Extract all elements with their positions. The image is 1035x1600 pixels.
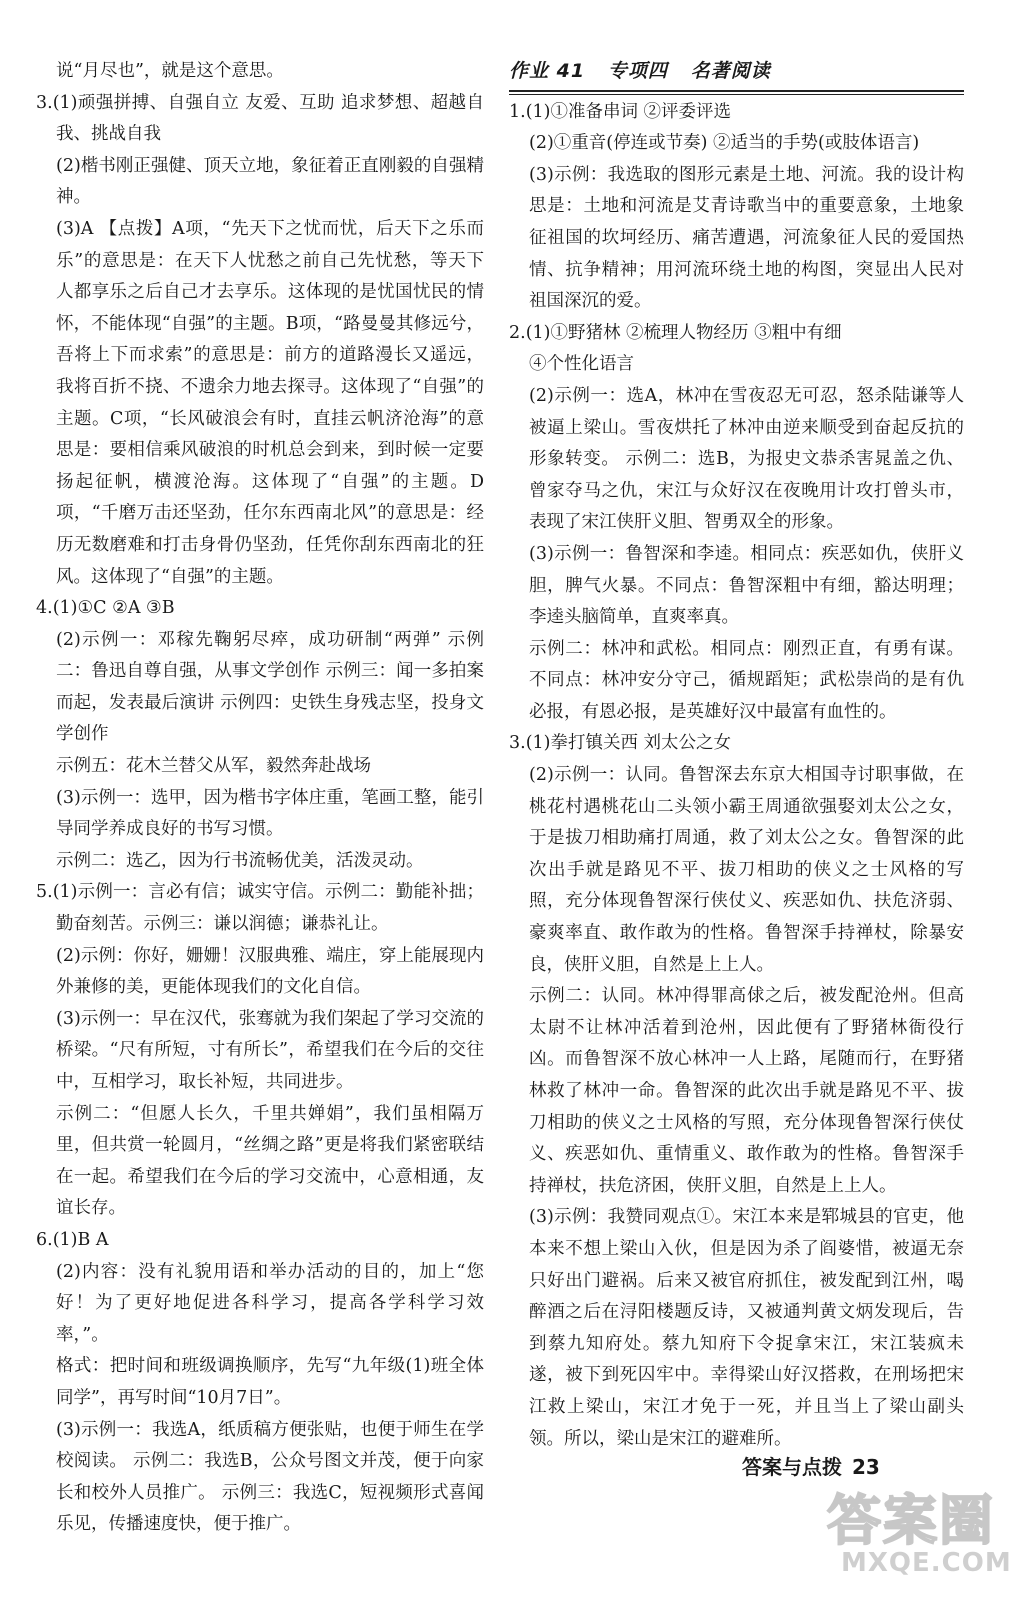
right-column [509,56,964,1455]
answer-paragraph: (2)楷书刚正强健、顶天立地，象征着正直刚毅的自强精神。 [56,155,484,208]
left-column [36,56,484,1541]
answer-paragraph: 5.(1)示例一：言必有信；诚实守信。示例二：勤能补拙；勤奋刻苦。示例三：谦以润德；谦恭礼让。 [36,882,484,935]
watermark-sub-text: MXQE.COM [841,1548,1012,1578]
answer-paragraph: 3.(1)拳打镇关西 刘太公之女 [509,733,732,754]
answer-paragraph: (2)①重音(停连或节奏) ②适当的手势(或肢体语言) [529,133,920,154]
answer-paragraph: ④个性化语言 [529,354,634,375]
answer-paragraph: (2)内容：没有礼貌用语和举办活动的目的，加上“您好！为了更好地促进各科学习，提高各学科学习效率，”。 [56,1261,484,1345]
footer-label: 答案与点拨 [742,1455,842,1479]
page-number: 23 [852,1455,880,1479]
answer-paragraph: 3.(1)顽强拼搏、自强自立 友爱、互助 追求梦想、超越自我、挑战自我 [36,92,484,145]
answer-paragraph: 2.(1)①野猪林 ②梳理人物经历 ③粗中有细 [509,322,842,343]
answer-paragraph: (3)示例一：选甲，因为楷书字体庄重，笔画工整，能引导同学养成良好的书写习惯。 [56,787,484,840]
answer-paragraph: (2)示例一：选A，林冲在雪夜忍无可忍，怒杀陆谦等人被逼上梁山。雪夜烘托了林冲由逆来顺受到奋起反抗的形象转变。 示例二：选B，为报史文恭杀害晁盖之仇、曾家夺马之仇，宋江与众好汉在夜晚用计攻打曾头市，表现了宋江侠肝义胆、智勇双全的形象。 [529,385,964,533]
answer-paragraph: (3)示例一：我选A，纸质稿方便张贴，也便于师生在学校阅读。 示例二：我选B，公众号图文并茂，便于向家长和校外人员推广。 示例三：我选C，短视频形式喜闻乐见，传播速度快，便于推广。 [56,1419,484,1535]
answer-paragraph: 示例二：选乙，因为行书流畅优美，活泼灵动。 [56,850,424,871]
answer-paragraph: 6.(1)B A [36,1229,109,1250]
answer-paragraph: 示例二：“但愿人长久，千里共婵娟”，我们虽相隔万里，但共赏一轮圆月，“丝绸之路”更是将我们紧密联结在一起。希望我们在今后的学习交流中，心意相通，友谊长存。 [56,1103,484,1219]
watermark-main-text: 答案圈 [827,1489,995,1552]
answer-paragraph: 1.(1)①准备串词 ②评委评选 [509,101,732,122]
answer-paragraph: (2)示例：你好，姗姗！汉服典雅、端庄，穿上能展现内外兼修的美，更能体现我们的文化自信。 [56,945,484,998]
right-column-body [509,97,964,1456]
section-title-rule [509,90,964,95]
answer-paragraph: 4.(1)①C ②A ③B [36,598,175,619]
answer-paragraph: 示例五：花木兰替父从军，毅然奔赴战场 [56,756,371,777]
answer-paragraph: (3)示例一：鲁智深和李逵。相同点：疾恶如仇，侠肝义胆，脾气火暴。不同点：鲁智深粗中有细，豁达明理；李逵头脑简单，直爽率真。 [529,543,964,628]
answer-paragraph: (3)示例：我赞同观点①。宋江本来是郓城县的官吏，他本来不想上梁山入伙，但是因为杀了阎婆惜，被逼无奈只好出门避祸。后来又被官府抓住，被发配到江州，喝醉酒之后在浔阳楼题反诗，又被通判黄文炳发现后，告到蔡九知府处。蔡九知府下令捉拿宋江，宋江装疯未遂，被下到死囚牢中。幸得梁山好汉搭救，在刑场把宋江救上梁山，宋江才免于一死，并且当上了梁山副头领。所以，梁山是宋江的避难所。 [529,1207,964,1449]
page-footer [742,1451,880,1480]
answer-paragraph: (2)示例一：邓稼先鞠躬尽瘁，成功研制“两弹” 示例二：鲁迅自尊自强，从事文学创作 示例三：闻一多拍案而起，发表最后演讲 示例四：史铁生身残志坚，投身文学创作 [56,629,484,745]
answer-paragraph: 示例二：认同。林冲得罪高俅之后，被发配沧州。但高太尉不让林冲活着到沧州，因此便有了野猪林衙役行凶。而鲁智深不放心林冲一人上路，尾随而行，在野猪林救了林冲一命。鲁智深的此次出手就是路见不平、拔刀相助的侠义之士风格的写照，充分体现鲁智深行侠仗义、疾恶如仇、重情重义、敢作敢为的性格。鲁智深手持禅杖，扶危济困，侠肝义胆，自然是上上人。 [529,986,964,1196]
answer-paragraph: 示例二：林冲和武松。相同点：刚烈正直，有勇有谋。不同点：林冲安分守己，循规蹈矩；武松崇尚的是有仇必报，有恩必报，是英雄好汉中最富有血性的。 [529,638,964,722]
answer-paragraph: (3)示例一：早在汉代，张骞就为我们架起了学习交流的桥梁。“尺有所短，寸有所长”，希望我们在今后的交往中，互相学习，取长补短，共同进步。 [56,1008,484,1092]
answer-paragraph: (2)示例一：认同。鲁智深去东京大相国寺讨职事做，在桃花村遇桃花山二头领小霸王周通欲强娶刘太公之女，于是拔刀相助痛打周通，救了刘太公之女。鲁智深的此次出手就是路见不平、拔刀相助的侠义之士风格的写照，充分体现鲁智深行侠仗义、疾恶如仇、扶危济弱、豪爽率直、敢作敢为的性格。鲁智深手持禅杖，除暴安良，侠肝义胆，自然是上上人。 [529,765,964,975]
answer-paragraph: 格式：把时间和班级调换顺序，先写“九年级(1)班全体同学”，再写时间“10月7日”。 [56,1356,484,1408]
section-title: 作业 41 专项四 名著阅读 [509,60,771,82]
watermark-logo [815,1478,1012,1588]
answer-paragraph: 说“月尽也”，就是这个意思。 [56,61,284,81]
answer-paragraph: (3)示例：我选取的图形元素是土地、河流。我的设计构思是：土地和河流是艾青诗歌当中的重要意象，土地象征祖国的坎坷经历、痛苦遭遇，河流象征人民的爱国热情、抗争精神；用河流环绕土地的构图，突显出人民对祖国深沉的爱。 [529,164,964,312]
answer-paragraph: (3)A 【点拨】A项，“先天下之忧而忧，后天下之乐而乐”的意思是：在天下人忧愁之前自己先忧愁，等天下人都享乐之后自己才去享乐。这体现的是忧国忧民的情怀，不能体现“自强”的主题。B项，“路曼曼其修远兮，吾将上下而求索”的意思是：前方的道路漫长又遥远，我将百折不挠、不遗余力地去探寻。这体现了“自强”的主题。C项，“长风破浪会有时，直挂云帆济沧海”的意思是：要相信乘风破浪的时机总会到来，到时候一定要扬起征帆，横渡沧海。这体现了“自强”的主题。D项，“千磨万击还坚劲，任尔东西南北风”的意思是：经历无数磨难和打击身骨仍坚劲，任凭你刮东西南北的狂风。这体现了“自强”的主题。 [56,218,484,587]
